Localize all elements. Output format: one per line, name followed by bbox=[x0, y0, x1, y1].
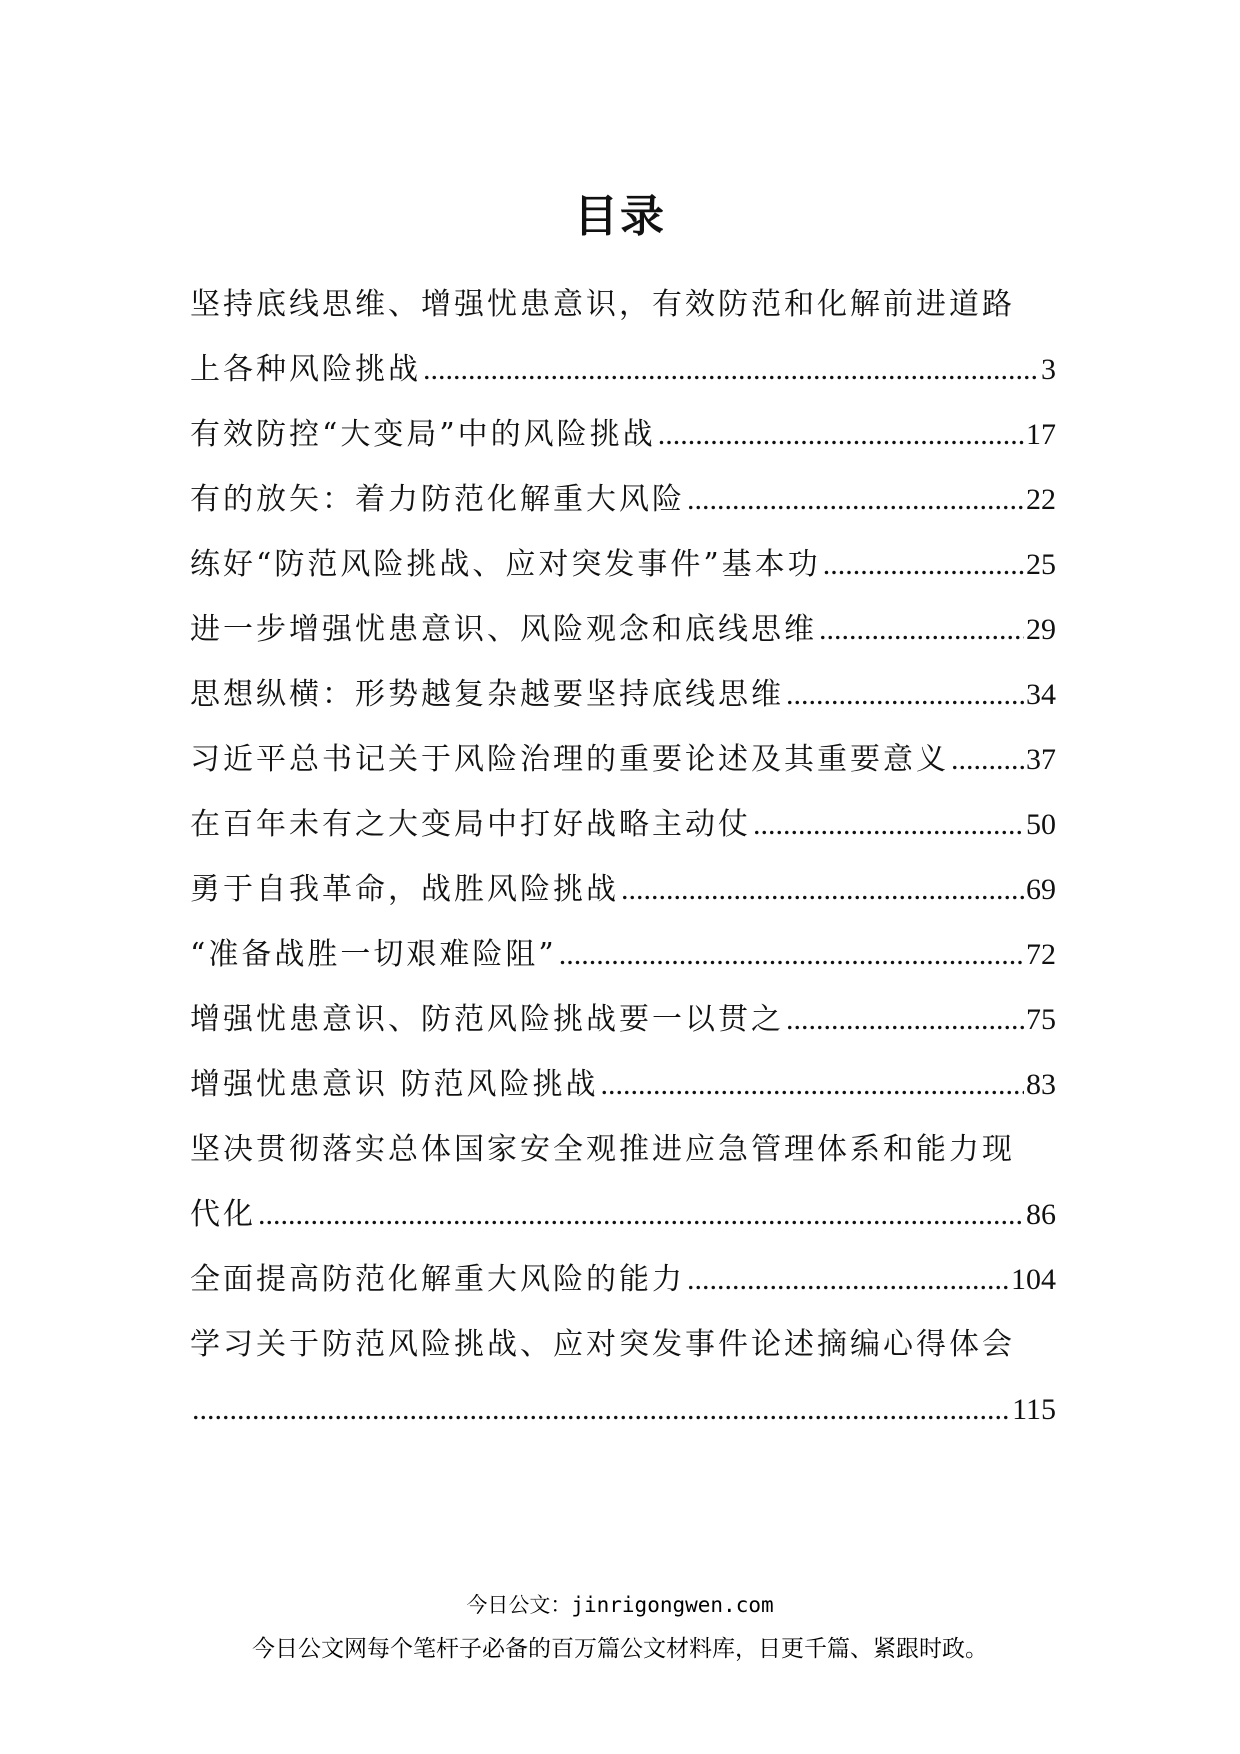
toc-entry[interactable] bbox=[190, 987, 1056, 1052]
toc-leader-dots bbox=[658, 402, 1024, 467]
toc-leader-dots bbox=[601, 1052, 1024, 1117]
toc-page-number: 29 bbox=[1026, 613, 1056, 646]
toc-page-number: 50 bbox=[1026, 808, 1056, 841]
toc-entry-title: 增强忧患意识 防范风险挑战 bbox=[190, 1067, 599, 1102]
toc-entry-title: 增强忧患意识、防范风险挑战要一以贯之 bbox=[190, 1002, 784, 1037]
toc-leader-dots bbox=[753, 792, 1024, 857]
toc-entry[interactable] bbox=[190, 597, 1056, 662]
footer-tagline: 今日公文网每个笔杆子必备的百万篇公文材料库，日更千篇、紧跟时政。 bbox=[252, 1636, 988, 1662]
toc-entry[interactable] bbox=[190, 922, 1056, 987]
toc-leader-dots bbox=[559, 922, 1024, 987]
toc-page-number: 34 bbox=[1026, 678, 1056, 711]
toc-entry-title: 练好“防范风险挑战、应对突发事件”基本功 bbox=[190, 547, 821, 582]
toc-leader-dots bbox=[951, 727, 1024, 792]
toc-page-number: 115 bbox=[1012, 1393, 1056, 1426]
toc-entry[interactable] bbox=[190, 857, 1056, 922]
toc-entry-title: 在百年未有之大变局中打好战略主动仗 bbox=[190, 807, 751, 842]
toc-entry-title: 习近平总书记关于风险治理的重要论述及其重要意义 bbox=[190, 742, 949, 777]
toc-page-number: 104 bbox=[1011, 1263, 1056, 1296]
toc-page-number: 37 bbox=[1026, 743, 1056, 776]
toc-entry-title: 思想纵横：形势越复杂越要坚持底线思维 bbox=[190, 677, 784, 712]
toc-entry[interactable] bbox=[190, 792, 1056, 857]
toc-page-number: 72 bbox=[1026, 938, 1056, 971]
toc-entry-title-line1: 坚决贯彻落实总体国家安全观推进应急管理体系和能力现 bbox=[190, 1132, 1015, 1167]
toc-entry-title: 代化 bbox=[190, 1197, 256, 1232]
toc-entry[interactable] bbox=[190, 1247, 1056, 1312]
footer-source bbox=[0, 1589, 1240, 1619]
toc-page-number: 69 bbox=[1026, 873, 1056, 906]
toc-entry[interactable] bbox=[190, 1117, 1056, 1247]
toc-entry-title: 进一步增强忧患意识、风险观念和底线思维 bbox=[190, 612, 817, 647]
toc-leader-dots bbox=[621, 857, 1024, 922]
toc-entry-title-line1: 坚持底线思维、增强忧患意识，有效防范和化解前进道路 bbox=[190, 287, 1015, 322]
toc-leader-dots bbox=[687, 467, 1024, 532]
toc-leader-dots bbox=[192, 1377, 1010, 1442]
toc-entry-title: 全面提高防范化解重大风险的能力 bbox=[190, 1262, 685, 1297]
toc-leader-dots bbox=[258, 1182, 1024, 1247]
toc-entry[interactable] bbox=[190, 272, 1056, 402]
toc-entry-title-line1: 学习关于防范风险挑战、应对突发事件论述摘编心得体会 bbox=[190, 1327, 1015, 1362]
toc-entry-title: “准备战胜一切艰难险阻” bbox=[190, 937, 557, 972]
footer-url-link[interactable]: jinrigongwen.com bbox=[571, 1593, 774, 1617]
footer-label: 今日公文： bbox=[466, 1593, 572, 1617]
toc-page-number: 86 bbox=[1026, 1198, 1056, 1231]
toc-entry[interactable] bbox=[190, 1312, 1056, 1442]
toc-leader-dots bbox=[819, 597, 1024, 662]
toc-leader-dots bbox=[687, 1247, 1009, 1312]
table-of-contents bbox=[190, 272, 1056, 1442]
toc-entry[interactable] bbox=[190, 727, 1056, 792]
toc-page-number: 25 bbox=[1026, 548, 1056, 581]
toc-leader-dots bbox=[823, 532, 1024, 597]
toc-leader-dots bbox=[786, 662, 1024, 727]
toc-entry-title: 有的放矢：着力防范化解重大风险 bbox=[190, 482, 685, 517]
toc-entry[interactable] bbox=[190, 662, 1056, 727]
toc-entry[interactable] bbox=[190, 402, 1056, 467]
toc-leader-dots bbox=[786, 987, 1024, 1052]
toc-entry[interactable] bbox=[190, 1052, 1056, 1117]
toc-leader-dots bbox=[423, 337, 1039, 402]
toc-entry-title: 上各种风险挑战 bbox=[190, 352, 421, 387]
toc-page-number: 22 bbox=[1026, 483, 1056, 516]
toc-page-number: 3 bbox=[1041, 353, 1056, 386]
toc-entry[interactable] bbox=[190, 532, 1056, 597]
page-title: 目录 bbox=[574, 191, 666, 242]
toc-entry[interactable] bbox=[190, 467, 1056, 532]
toc-entry-title: 有效防控“大变局”中的风险挑战 bbox=[190, 417, 656, 452]
toc-page-number: 83 bbox=[1026, 1068, 1056, 1101]
toc-entry-title: 勇于自我革命，战胜风险挑战 bbox=[190, 872, 619, 907]
toc-page-number: 17 bbox=[1026, 418, 1056, 451]
toc-page-number: 75 bbox=[1026, 1003, 1056, 1036]
